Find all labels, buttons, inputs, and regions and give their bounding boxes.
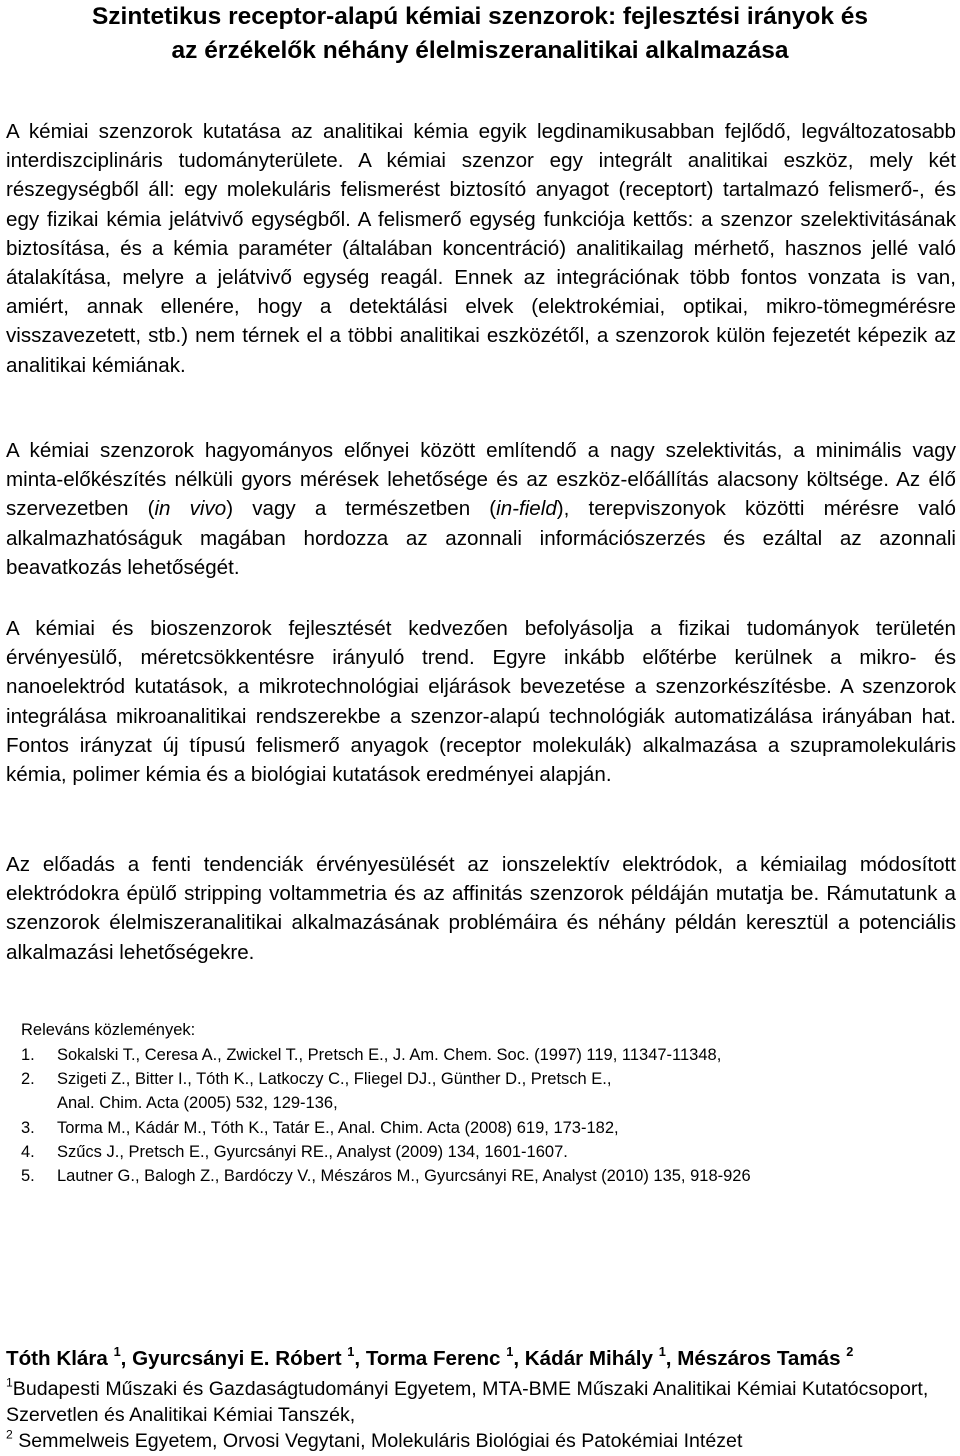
reference-text: Anal. Chim. Acta (2005) 532, 129-136, xyxy=(57,1094,338,1113)
author-1: Tóth Klára xyxy=(6,1347,114,1370)
author-2: , Gyurcsányi E. Róbert xyxy=(120,1347,348,1370)
references-list xyxy=(21,1043,941,1188)
author-3-affil-mark: 1 xyxy=(506,1343,514,1359)
affiliation-1 xyxy=(6,1376,956,1428)
affiliation-1-mark: 1 xyxy=(6,1375,13,1390)
document-title xyxy=(0,0,960,68)
references-heading: Releváns közlemények: xyxy=(21,1021,196,1039)
in-vivo-term: in vivo xyxy=(154,497,227,521)
author-4-affil-mark: 1 xyxy=(658,1343,666,1359)
paragraph-intro: A kémiai szenzorok kutatása az analitikai kémia egyik legdinamikusabban fejlődő, legváltozatosabb interdiszciplináris tudományterülete. A kémiai szenzor egy integrált analitikai eszköz, mely két részegységből áll: egy molekuláris felismerést biztosító anyagot (receptort) tartalmazó felismerő-, és egy fizikai kémia jelátvivő egységből. A felismerő egység funkciója kettős: a szenzor szelektivitásának biztosítása, és a kémia paraméter (általában koncentráció) analitikailag mérhető, hasznos jellé való átalakítása, melyre a jelátvivő egység reagál. Ennek az integrációnak több fontos vonzata is van, amiért, annak ellenére, hogy a detektálási elvek (elektrokémiai, optikai, mikro-tömegmérésre visszavezetett, stb.) nem térnek el a többi analitikai eszközétől, a szenzorok külön fejezetét képezik az analitikai kémiának. xyxy=(6,120,956,377)
paragraph-trends: A kémiai és bioszenzorok fejlesztését kedvezően befolyásolja a fizikai tudományok területén érvényesülő, méretcsökkentésre irányuló trend. Egyre inkább előtérbe kerülnek a mikro- és nanoelektród kutatások, a mikrotechnológiai eljárások bevezetése a szenzorkészítésbe. A szenzorok integrálása mikroanalitikai rendszerekbe a szenzor-alapú technológiák automatizálása irányában hat. Fontos irányzat új típusú felismerő anyagok (receptor molekulák) alkalmazása a szupramolekuláris kémia, polimer kémia és a biológiai kutatások eredményei alapján. xyxy=(6,617,956,787)
reference-number: 5. xyxy=(21,1167,35,1186)
reference-item xyxy=(21,1164,941,1188)
reference-number xyxy=(21,1091,57,1115)
in-field-term: in-field xyxy=(496,497,557,521)
reference-number: 1. xyxy=(21,1046,35,1064)
title-line-2: az érzékelők néhány élelmiszeranalitikai alkalmazása xyxy=(171,37,789,64)
affiliation-1-text: Budapesti Műszaki és Gazdaságtudományi Egyetem, MTA-BME Műszaki Analitikai Kémiai Kutatócsoport, Szervetlen és Analitikai Kémiai Tanszék, xyxy=(6,1378,929,1426)
reference-number: 2. xyxy=(21,1070,35,1089)
reference-text: Torma M., Kádár M., Tóth K., Tatár E., Anal. Chim. Acta (2008) 619, 173-182, xyxy=(57,1118,619,1137)
affiliation-2 xyxy=(6,1428,956,1454)
author-4: , Kádár Mihály xyxy=(513,1347,659,1370)
reference-text: Szigeti Z., Bitter I., Tóth K., Latkoczy C., Fliegel DJ., Günther D., Pretsch E., xyxy=(57,1070,612,1089)
author-3: , Torma Ferenc xyxy=(354,1347,507,1370)
affiliation-2-text: Semmelweis Egyetem, Orvosi Vegytani, Molekuláris Biológiai és Patokémiai Intézet xyxy=(12,1430,743,1452)
reference-number: 3. xyxy=(21,1118,35,1137)
reference-item xyxy=(21,1116,941,1140)
author-2-affil-mark: 1 xyxy=(347,1343,355,1359)
paragraph-advantages-text-2: ) vagy a természetben ( xyxy=(226,497,497,521)
reference-item xyxy=(21,1043,941,1067)
paragraph-presentation: Az előadás a fenti tendenciák érvényesülését az ionszelektív elektródok, a kémiailag módosított elektródokra épülő stripping voltammetria és az affinitás szenzorok példáján mutatja be. Rámutatunk a szenzorok élelmiszeranalitikai alkalmazásának problémáira és néhány példán keresztül a potenciális alkalmazási lehetőségekre. xyxy=(6,853,956,964)
reference-item xyxy=(21,1140,941,1164)
reference-text: Lautner G., Balogh Z., Bardóczy V., Mészáros M., Gyurcsányi RE, Analyst (2010) 135, 918-926 xyxy=(57,1167,751,1186)
reference-item xyxy=(21,1091,941,1115)
reference-text: Sokalski T., Ceresa A., Zwickel T., Pretsch E., J. Am. Chem. Soc. (1997) 119, 11347-11348, xyxy=(57,1046,722,1064)
author-5-affil-mark: 2 xyxy=(846,1343,854,1359)
reference-item xyxy=(21,1067,941,1091)
title-line-1: Szintetikus receptor-alapú kémiai szenzorok: fejlesztési irányok és xyxy=(91,3,869,30)
author-list xyxy=(6,1345,853,1373)
author-5: , Mészáros Tamás xyxy=(665,1347,847,1370)
reference-number: 4. xyxy=(21,1142,35,1161)
affiliation-2-mark: 2 xyxy=(6,1427,13,1442)
reference-text: Szűcs J., Pretsch E., Gyurcsányi RE., Analyst (2009) 134, 1601-1607. xyxy=(57,1142,568,1161)
paragraph-advantages-text-3: ), terepviszonyok közötti mérésre való alkalmazhatóságuk magában hordozza az azonnali információszerzés és ezáltal az azonnali beavatkozás lehetőségét. xyxy=(6,497,957,579)
author-1-affil-mark: 1 xyxy=(113,1343,121,1359)
paragraph-advantages xyxy=(6,436,956,582)
paragraph-advantages-text-1: A kémiai szenzorok hagyományos előnyei között említendő a nagy szelektivitás, a minimális vagy minta-előkészítés nélküli gyors mérések lehetősége és az eszköz-előállítás alacsony költsége. Az élő szervezetben ( xyxy=(6,439,956,521)
